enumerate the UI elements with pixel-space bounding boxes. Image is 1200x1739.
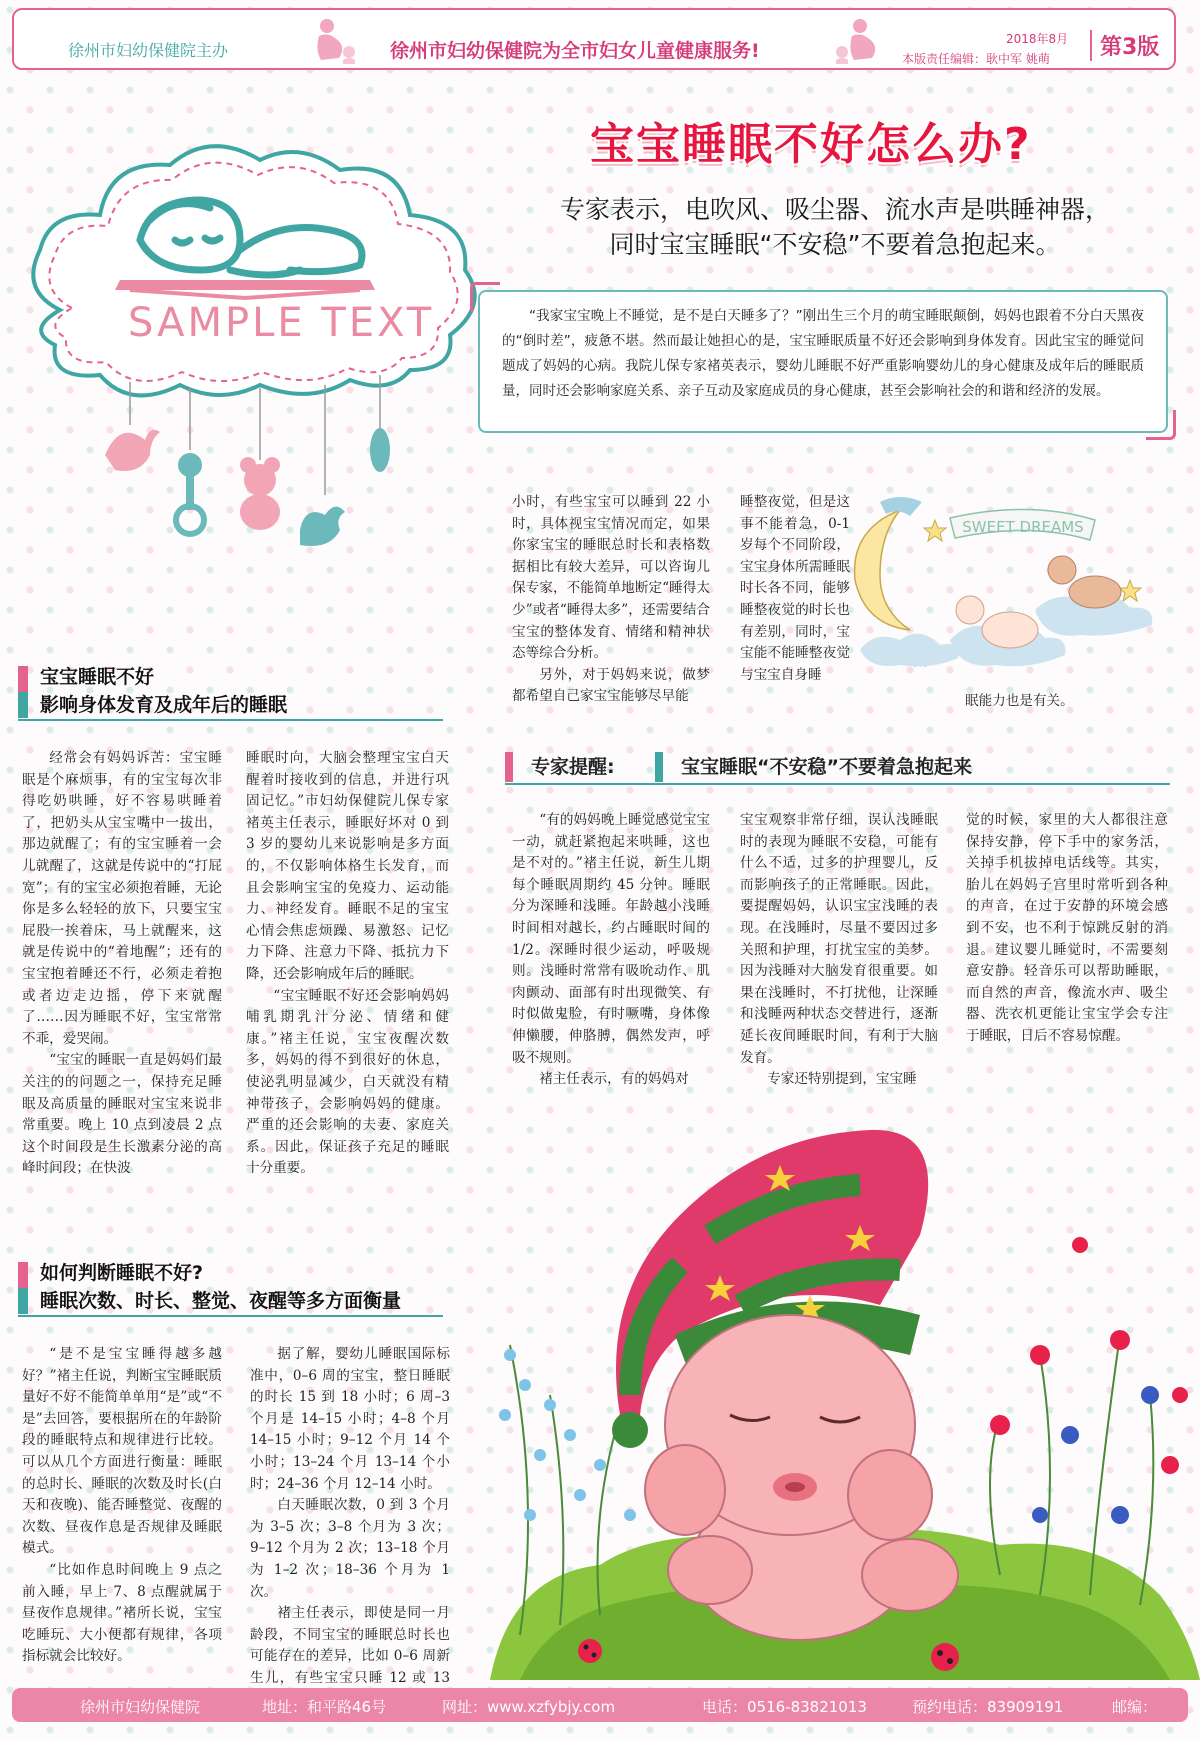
footer-postcode: 邮编：	[1112, 1698, 1158, 1716]
section-heading-line2: 睡眠次数、时长、整觉、夜醒等多方面衡量	[40, 1290, 402, 1312]
mid-column-1	[512, 492, 710, 708]
baby-icon	[1069, 576, 1121, 608]
section2-column-1	[512, 810, 710, 1091]
cloud-sample-text: SAMPLE TEXT	[128, 300, 435, 346]
mid-column-2	[740, 492, 850, 686]
pacifier-toy-icon	[370, 428, 390, 472]
footer-address: 地址：和平路46号	[262, 1698, 387, 1716]
paragraph: 宝宝观察非常仔细，误认浅睡眠时的表现为睡眠不安稳，可能有什么不适，过多的护理婴儿，反而影响孩子的正常睡眠。因此，要提醒妈妈，认识宝宝浅睡的表现。在浅睡时，尽量不要因过多关照和护理，打扰宝宝的美梦。因为浅睡对大脑发育很重要。如果在浅睡时，不打扰他，让深睡和浅睡两种状态交替进行，逐渐延长夜间睡眠时间，有利于大脑发育。	[740, 812, 938, 1066]
baby-icon	[956, 596, 984, 624]
header-sponsor: 徐州市妇幼保健院主办	[68, 41, 229, 60]
paragraph: 另外，对于妈妈来说，做梦都希望自己家宝宝能够尽早能	[512, 666, 710, 705]
paragraph: “宝宝睡眠不好还会影响妈妈哺乳期乳汁分泌、情绪和健康。”褚主任说，宝宝夜醒次数多，妈妈的得不到很好的休息，使泌乳明显减少，白天就没有精神带孩子，会影响妈妈的健康。严重的还会影响的夫妻、家庭关系。因此，保证孩子充足的睡眠十分重要。	[246, 987, 449, 1177]
section-heading-judge-sleep	[18, 1260, 443, 1317]
paragraph: “比如作息时间晚上 9 点之前入睡，早上 7、8 点醒就属于昼夜作息规律。”褚所长说，宝宝吃睡玩、大小便都有规律，各项指标就会比较好。	[22, 1561, 222, 1665]
section-heading-line1: 宝宝睡眠不好	[40, 666, 155, 688]
paragraph: 觉的时候，家里的大人都很注意保持安静，停下手中的家务活，关掉手机拔掉电话线等。其实，胎儿在妈妈子宫里时常听到各种的声音，在过于安静的环境会感到不安，也不利于惊跳反射的消退。建议婴儿睡觉时，不需要刻意安静。轻音乐可以帮助睡眠，而自然的声音，像流水声、吸尘器、洗衣机更能让宝宝学会专注于睡眠，日后不容易惊醒。	[966, 812, 1168, 1044]
section1-column-1	[22, 748, 222, 1180]
paragraph: “是不是宝宝睡得越多越好？”褚主任说，判断宝宝睡眠质量好不好不能简单单用“是”或“不是”去回答，要根据所在的年龄阶段的睡眠特点和规律进行比较。可以从几个方面进行衡量：睡眠的总时长、睡眠的次数及时长(白天和夜晚)、能否睡整觉、夜醒的次数、昼夜作息是否规律及睡眠模式。	[22, 1346, 222, 1557]
section2-column-2	[740, 810, 938, 1091]
page-number: 第3版	[1090, 30, 1159, 61]
paragraph: 褚主任表示，有的妈妈对	[539, 1071, 689, 1088]
paragraph: 睡眠时向，大脑会整理宝宝白天醒着时接收到的信息，并进行巩固记忆。”市妇幼保健院儿保专家褚英主任表示，睡眠好坏对 0 到 3 岁的婴幼儿来说影响是多方面的，不仅影响体格生长发育，而且会影响宝宝的免疫力、运动能力、神经发育。睡眠不足的宝宝心情会焦虑烦躁、易激怒、记忆力下降、注意力下降、抵抗力下降，还会影响成年后的睡眠。	[246, 750, 449, 982]
section3-column-1	[22, 1344, 222, 1668]
paragraph: 褚主任表示，即使是同一月龄段，不同宝宝的睡眠总时长也可能存在的差异，比如 0–6 周新生儿，有些宝宝只睡 12 或 13	[250, 1605, 450, 1686]
section2-column-3	[966, 810, 1168, 1048]
section1-column-2	[246, 748, 449, 1180]
paragraph: 睡整夜觉，但是这事不能着急，0-1岁每个不同阶段，宝宝身体所需睡眠时长各不同，能够睡整夜觉的时长也有差别，同时，宝宝能不能睡整夜觉与宝宝自身睡	[740, 494, 850, 683]
footer-booking: 预约电话：83909191	[912, 1698, 1064, 1716]
footer-website: 网址：www.xzfybjy.com	[442, 1698, 616, 1716]
sweet-dreams-illustration	[840, 490, 1180, 690]
section-heading-line1: 如何判断睡眠不好?	[40, 1262, 204, 1284]
ladybug-icon	[931, 1643, 959, 1671]
paragraph: 据了解，婴幼儿睡眠国际标准中，0–6 周的宝宝，整日睡眠的时长 15 到 18 小时；6 周–3 个月是 14–15 小时；4–8 个月 14–15 小时；9–12 个月 14 个小时；13–24 个月 13–14 个小时；24–36 个月 12–14 小时。	[250, 1346, 450, 1492]
baby-icon	[1048, 556, 1076, 584]
baby-icon	[982, 612, 1038, 648]
intro-frame-corner	[1146, 410, 1176, 440]
teddy-bear-toy-icon	[240, 457, 280, 530]
article-title: 宝宝睡眠不好怎么办?	[590, 119, 1032, 170]
page-editor: 本版责任编辑：耿中军 姚萌	[902, 52, 1050, 66]
paragraph: “有的妈妈晚上睡觉感觉宝宝一动，就赶紧抱起来哄睡，这也是不对的。”褚主任说，新生儿期每个睡眠周期约 45 分钟。睡眠分为深睡和浅睡。年龄越小浅睡时间相对越长，约占睡眠时间的 1/2。深睡时很少运动，呼吸规则。浅睡时常常有吸吮动作、肌肉颤动、面部有时出现微笑、有时似做鬼脸，有时噘嘴，身体像伸懒腰，伸胳膊，偶然发声，呼吸不规则。	[512, 812, 710, 1066]
pregnant-mother-icon	[305, 16, 361, 66]
intro-text: “我家宝宝晚上不睡觉，是不是白天睡多了？”刚出生三个月的萌宝睡眠颠倒，妈妈也跟着不分白天黑夜的“倒时差”，疲惫不堪。然而最让她担心的是，宝宝睡眠质量不好还会影响到身体发育。因此宝宝的睡觉问题成了妈妈的心病。我院儿保专家褚英表示，婴幼儿睡眠不好严重影响婴幼儿的身心健康及成年后的睡眠质量，同时还会影响家庭关系、亲子互动及家庭成员的身心健康，甚至会影响社会的和谐和经济的发展。	[502, 308, 1144, 399]
baby-with-nightcap-illustration	[480, 1095, 1200, 1680]
article-subtitle-line1: 专家表示，电吹风、吸尘器、流水声是哄睡神器，	[559, 195, 1110, 224]
expert-reminder-title: 宝宝睡眠“不安稳”不要着急抱起来	[655, 752, 972, 782]
paragraph: “宝宝的睡眠一直是妈妈们最关注的的问题之一，保持充足睡眠及高质量的睡眠对宝宝来说非常重要。晚上 10 点到凌晨 2 点这个时间段是生长激素分泌的高峰时间段；在快波	[22, 1052, 222, 1177]
article-subtitle-line2: 同时宝宝睡眠“不安稳”不要着急抱起来。	[609, 230, 1061, 259]
bird-toy-icon	[105, 430, 160, 471]
pregnant-mother-icon	[830, 16, 886, 66]
ladybug-icon	[578, 1639, 602, 1663]
paragraph: 白天睡眠次数，0 到 3 个月为 3–5 次；3–8 个月为 3 次；9–12 个月为 2 次；13–18 个月为 1–2 次；18–36 个月为 1 次。	[250, 1497, 450, 1600]
issue-date: 2018年8月	[1006, 32, 1069, 46]
section3-column-2	[250, 1344, 450, 1711]
paragraph: 小时，有些宝宝可以睡到 22 小时，具体视宝宝情况而定，如果你家宝宝的睡眠总时长和表格数据相比有较大差异，可以咨询儿保专家，不能简单地断定“睡得太少”或者“睡得太多”，还需要结合宝宝的整体发育、情绪和精神状态等综合分析。	[512, 494, 710, 662]
duck-toy-icon	[300, 507, 345, 546]
intro-paragraph	[478, 290, 1168, 433]
paragraph: 眠能力也是有关。	[965, 693, 1074, 709]
mid-column-3	[965, 691, 1165, 713]
footer-hospital: 徐州市妇幼保健院	[80, 1698, 201, 1716]
page-footer	[12, 1688, 1188, 1722]
section-heading-line2: 影响身体发育及成年后的睡眠	[40, 694, 288, 716]
rattle-toy-icon	[176, 453, 204, 534]
paragraph: 经常会有妈妈诉苦：宝宝睡眠是个麻烦事，有的宝宝每次非得吃奶哄睡，好不容易哄睡着了，把奶头从宝宝嘴中一拔出，那边就醒了；有的宝宝睡着一会儿就醒了，这就是传说中的“打屁宽”；有的宝宝必须抱着睡，无论你是多么轻轻的放下，只要宝宝屁股一挨着床，马上就醒来，这就是传说中的“着地醒”；还有的宝宝抱着睡还不行，必须走着抱或者边走边摇，停下来就醒了……因为睡眠不好，宝宝常常不乖，爱哭闹。	[22, 750, 222, 1047]
header-slogan: 徐州市妇幼保健院为全市妇女儿童健康服务!	[390, 40, 760, 62]
paragraph: 专家还特别提到，宝宝睡	[767, 1071, 917, 1088]
sleeping-baby-cloud-illustration	[0, 120, 500, 630]
sweet-dreams-text: SWEET DREAMS	[962, 518, 1084, 536]
footer-phone: 电话：0516-83821013	[702, 1698, 867, 1716]
expert-reminder-label: 专家提醒:	[505, 752, 629, 782]
section-heading-sleep-impact	[18, 664, 443, 721]
